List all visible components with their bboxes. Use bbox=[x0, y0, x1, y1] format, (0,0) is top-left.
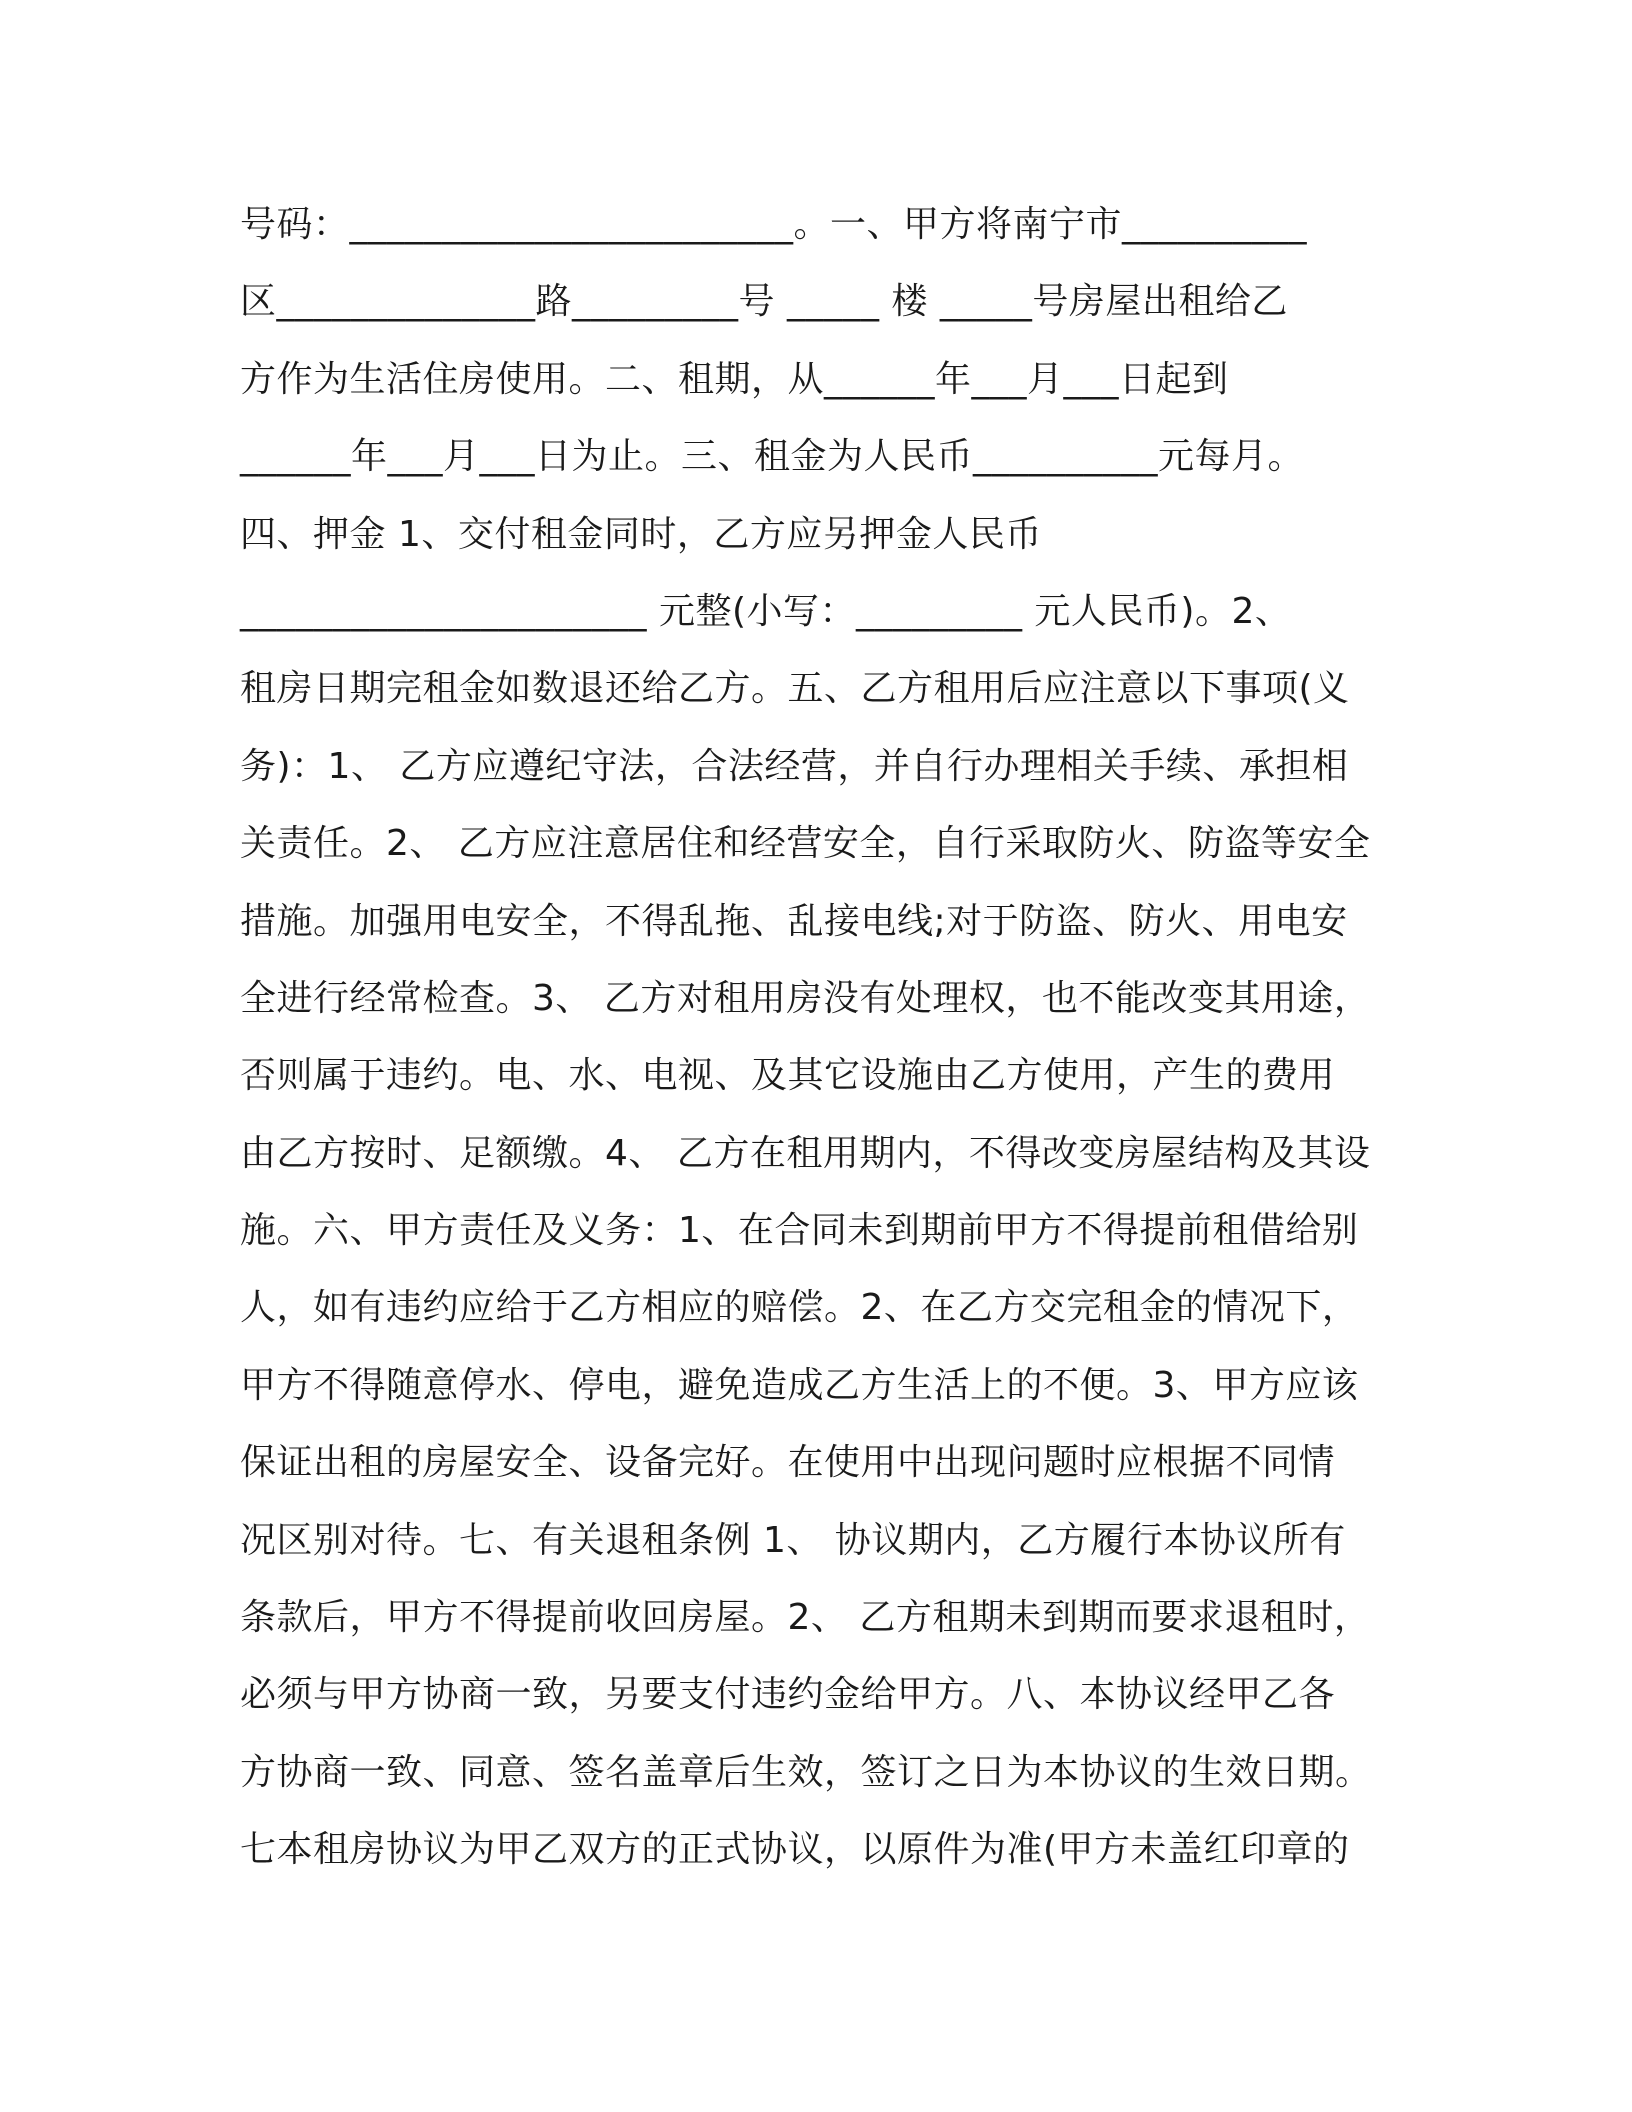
text-line: 措施。加强用电安全，不得乱拖、乱接电线;对于防盗、防火、用电安 bbox=[240, 900, 1348, 942]
text-line: ______________________ 元整(小写：_________ 元人民币)。2、 bbox=[240, 590, 1292, 632]
text-line: 务)：1、 乙方应遵纪守法，合法经营，并自行办理相关手续、承担相 bbox=[240, 745, 1349, 787]
text-line: 人，如有违约应给于乙方相应的赔偿。2、在乙方交完租金的情况下， bbox=[240, 1287, 1359, 1329]
text-line: 况区别对待。七、有关退租条例 1、 协议期内，乙方履行本协议所有 bbox=[240, 1519, 1346, 1561]
text-line: 条款后，甲方不得提前收回房屋。2、 乙方租期未到期而要求退租时， bbox=[240, 1597, 1371, 1639]
text-line: 保证出租的房屋安全、设备完好。在使用中出现问题时应根据不同情 bbox=[240, 1442, 1336, 1484]
text-line: 全进行经常检查。3、 乙方对租用房没有处理权，也不能改变其用途， bbox=[240, 977, 1371, 1019]
text-line: 关责任。2、 乙方应注意居住和经营安全，自行采取防火、防盗等安全 bbox=[240, 823, 1371, 865]
text-line: 由乙方按时、足额缴。4、 乙方在租用期内，不得改变房屋结构及其设 bbox=[240, 1132, 1371, 1174]
text-line: 号码：________________________。一、甲方将南宁市__________ bbox=[240, 204, 1308, 245]
text-line: ______年___月___日为止。三、租金为人民币__________元每月。 bbox=[240, 436, 1305, 478]
text-line: 方作为生活住房使用。二、租期，从______年___月___日起到 bbox=[240, 358, 1229, 400]
text-line: 施。六、甲方责任及义务：1、在合同未到期前甲方不得提前租借给别 bbox=[240, 1210, 1359, 1252]
text-line: 七本租房协议为甲乙双方的正式协议，以原件为准(甲方未盖红印章的 bbox=[240, 1829, 1350, 1871]
text-line: 四、押金 1、交付租金同时，乙方应另押金人民币 bbox=[240, 513, 1042, 555]
text-line: 区______________路_________号 _____ 楼 _____号房屋出租给乙 bbox=[240, 281, 1288, 323]
text-line: 租房日期完租金如数退还给乙方。五、乙方租用后应注意以下事项(义 bbox=[240, 668, 1350, 710]
text-line: 方协商一致、同意、签名盖章后生效，签订之日为本协议的生效日期。 bbox=[240, 1751, 1372, 1793]
text-line: 必须与甲方协商一致，另要支付违约金给甲方。八、本协议经甲乙各 bbox=[240, 1674, 1336, 1716]
text-line: 甲方不得随意停水、停电，避免造成乙方生活上的不便。3、甲方应该 bbox=[240, 1364, 1359, 1406]
agreement-text bbox=[240, 186, 1400, 1889]
text-line: 否则属于违约。电、水、电视、及其它设施由乙方使用，产生的费用 bbox=[240, 1055, 1336, 1097]
